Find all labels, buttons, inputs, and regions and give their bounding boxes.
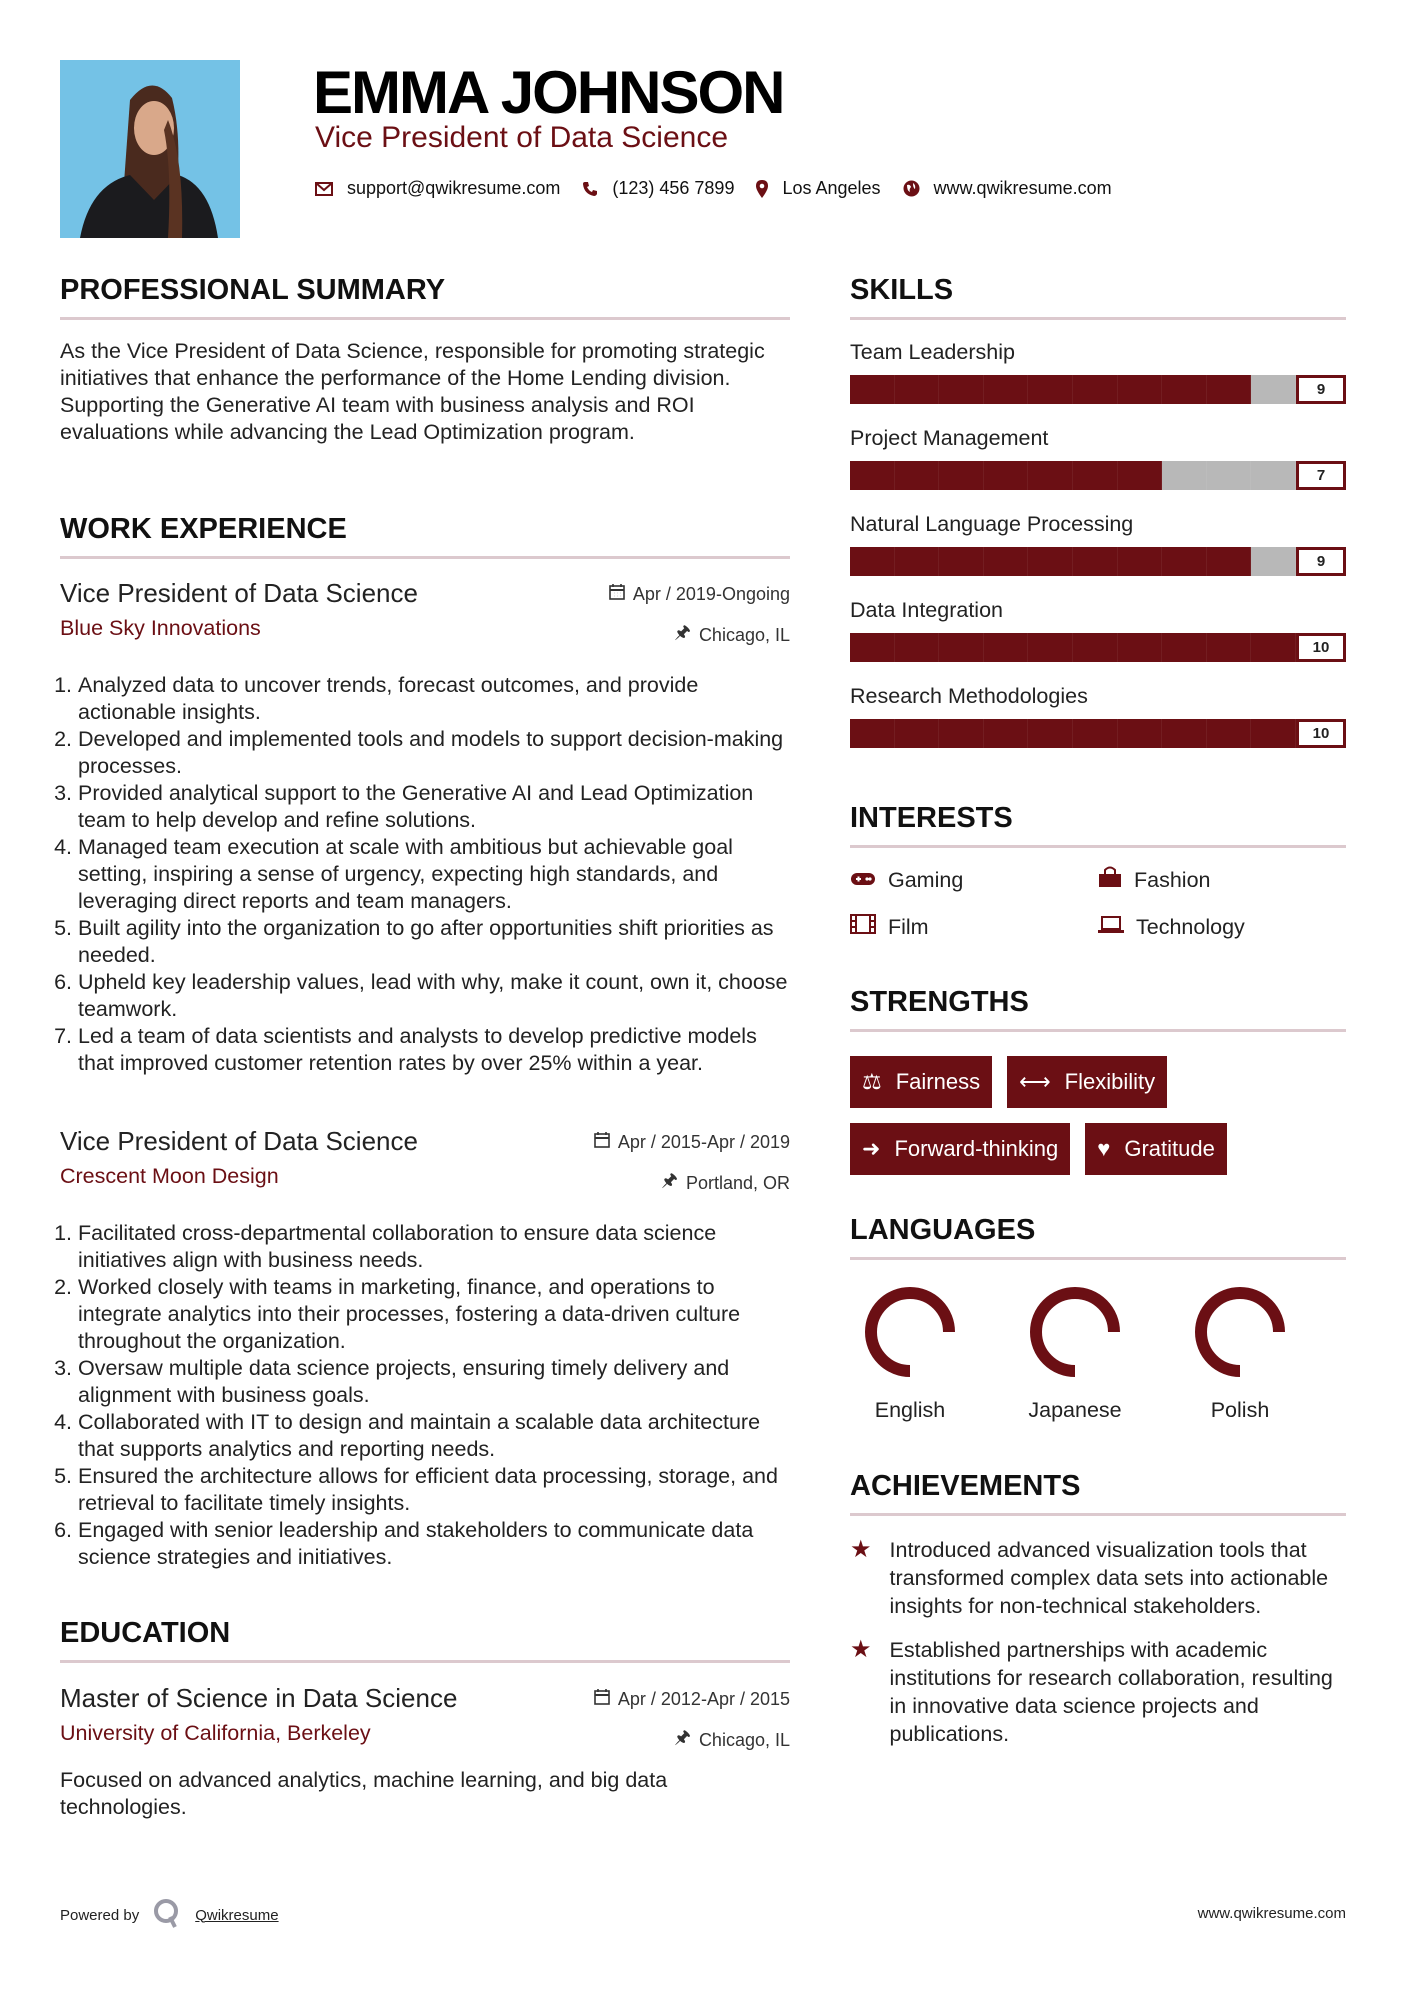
job-bullet: 6. Upheld key leadership values, lead with why, make it count, own it, choose teamwork. xyxy=(78,969,795,1023)
skill-bar-segment xyxy=(1207,461,1252,490)
skill-bar xyxy=(850,461,1346,490)
skill-item xyxy=(850,340,1346,404)
skill-bar-segment xyxy=(895,461,940,490)
job-bullets xyxy=(60,672,795,1077)
language-level-arc xyxy=(1036,1293,1114,1371)
job-bullet: 5. Built agility into the organization to go after opportunities shift priorities as needed. xyxy=(78,915,795,969)
skill-score: 7 xyxy=(1296,461,1346,490)
skill-item xyxy=(850,512,1346,576)
skill-label: Team Leadership xyxy=(850,340,1015,364)
pushpin-icon: 🖈 xyxy=(674,622,691,642)
skill-bar-segment xyxy=(939,719,984,748)
skill-bar-segment xyxy=(1073,719,1118,748)
skill-bar-segment xyxy=(1073,547,1118,576)
interest-label: Gaming xyxy=(888,867,964,892)
skill-score: 9 xyxy=(1296,375,1346,404)
languages-section xyxy=(850,1214,1346,1423)
powered-by-text: Powered by xyxy=(60,1906,140,1924)
skill-bar-segment xyxy=(1118,461,1163,490)
interest-item xyxy=(850,866,1098,894)
skill-bar-segment xyxy=(984,547,1029,576)
job-dates xyxy=(594,1132,790,1153)
skill-bar-segment xyxy=(1118,547,1163,576)
interest-item xyxy=(850,914,1098,940)
skill-label: Research Methodologies xyxy=(850,684,1088,708)
skill-bar-segment xyxy=(1207,719,1252,748)
interests-section xyxy=(850,802,1346,940)
summary-section xyxy=(60,274,790,446)
contact-website[interactable]: www.qwikresume.com xyxy=(933,178,1112,198)
skill-bar-segment xyxy=(939,547,984,576)
summary-heading: PROFESSIONAL SUMMARY xyxy=(60,274,790,320)
skill-label: Project Management xyxy=(850,426,1049,450)
job-dates-text: Apr / 2019-Ongoing xyxy=(632,584,790,604)
skill-bar-segment xyxy=(1251,719,1296,748)
balance-scale-icon: ⚖ xyxy=(862,1069,882,1094)
skill-bar xyxy=(850,547,1346,576)
interest-item xyxy=(1098,914,1346,940)
gamepad-icon xyxy=(850,868,876,893)
skill-bar-segment xyxy=(895,719,940,748)
skill-bar-segment xyxy=(1118,719,1163,748)
strength-tag xyxy=(1007,1056,1167,1108)
interest-label: Film xyxy=(888,914,929,939)
skills-section xyxy=(850,274,1346,748)
education-heading: EDUCATION xyxy=(60,1617,790,1663)
skill-label: Natural Language Processing xyxy=(850,512,1134,536)
skill-item xyxy=(850,684,1346,748)
shopping-bag-icon xyxy=(1098,866,1122,894)
skill-bar xyxy=(850,719,1346,748)
envelope-icon xyxy=(315,182,333,196)
strength-label: Gratitude xyxy=(1124,1136,1215,1161)
skill-bar-segment xyxy=(984,461,1029,490)
pushpin-icon: 🖈 xyxy=(661,1170,678,1190)
job-bullet: 4. Collaborated with IT to design and maintain a scalable data architecture that supports analytics and reporting needs. xyxy=(78,1409,795,1463)
skill-bar-segment xyxy=(1162,633,1207,662)
skill-bar-segment xyxy=(1028,461,1073,490)
skill-item xyxy=(850,598,1346,662)
skill-bar-segment xyxy=(1028,719,1073,748)
work-section xyxy=(60,513,790,559)
education-description: Focused on advanced analytics, machine learning, and big data technologies. xyxy=(60,1768,668,1819)
skill-bar-segment xyxy=(1028,633,1073,662)
language-ring xyxy=(1180,1286,1300,1378)
skill-bar-segment xyxy=(939,461,984,490)
skill-bar xyxy=(850,375,1346,404)
phone-icon xyxy=(582,181,598,197)
education-location xyxy=(674,1725,790,1755)
skill-bar-segment xyxy=(1207,375,1252,404)
interests-heading: INTERESTS xyxy=(850,802,1346,848)
job-entry xyxy=(60,1126,790,1571)
skill-bar-segment xyxy=(1162,461,1207,490)
job-bullet: 4. Managed team execution at scale with ambitious but achievable goal setting, inspiring a sense of urgency, expecting high standards, and leveraging direct reports and team managers. xyxy=(78,834,795,915)
job-bullet: 6. Engaged with senior leadership and stakeholders to communicate data science strategies and initiatives. xyxy=(78,1517,795,1571)
job-bullet: 3. Oversaw multiple data science projects, ensuring timely delivery and alignment with business goals. xyxy=(78,1355,795,1409)
skill-bar-segment xyxy=(984,633,1029,662)
skill-bar-segment xyxy=(850,461,895,490)
education-dates-text: Apr / 2012-Apr / 2015 xyxy=(617,1689,790,1709)
skill-score: 10 xyxy=(1296,633,1346,662)
job-title: Vice President of Data Science xyxy=(60,1126,418,1156)
skill-bar-segment xyxy=(895,375,940,404)
contact-phone: (123) 456 7899 xyxy=(612,178,735,198)
calendar-icon xyxy=(609,584,625,605)
strengths-section xyxy=(850,986,1346,1175)
skills-list xyxy=(850,340,1346,748)
degree-title: Master of Science in Data Science xyxy=(60,1683,458,1713)
skill-bar-segment xyxy=(850,719,895,748)
achievements-heading: ACHIEVEMENTS xyxy=(850,1470,1346,1516)
skill-bar-segment xyxy=(1118,375,1163,404)
language-name: English xyxy=(874,1398,946,1422)
language-item xyxy=(1180,1286,1300,1423)
skill-score: 10 xyxy=(1296,719,1346,748)
arrow-right-icon: ➜ xyxy=(862,1136,881,1161)
skill-bar-segment xyxy=(895,633,940,662)
interest-label: Technology xyxy=(1136,914,1245,939)
skill-bar-segment xyxy=(939,633,984,662)
skill-bar-segment xyxy=(1073,633,1118,662)
skill-bar-segment xyxy=(1251,547,1296,576)
school-name: University of California, Berkeley xyxy=(60,1721,371,1745)
job-dates-text: Apr / 2015-Apr / 2019 xyxy=(617,1132,790,1152)
skill-bar-segment xyxy=(1028,375,1073,404)
achievement-item xyxy=(850,1636,1346,1748)
map-pin-icon xyxy=(756,180,768,198)
job-bullets xyxy=(60,1220,795,1571)
language-item xyxy=(1015,1286,1135,1423)
education-section xyxy=(60,1617,790,1821)
job-bullet: 7. Led a team of data scientists and analysts to develop predictive models that improved customer retention rates by over 25% within a year. xyxy=(78,1023,795,1077)
skill-bar-segment xyxy=(1073,375,1118,404)
languages-list xyxy=(850,1286,1346,1423)
interest-label: Fashion xyxy=(1134,867,1211,892)
strength-tag xyxy=(850,1056,992,1108)
pushpin-icon: 🖈 xyxy=(674,1727,691,1747)
job-entry xyxy=(60,578,790,1077)
skill-bar-segment xyxy=(1251,461,1296,490)
skill-bar-segment xyxy=(1073,461,1118,490)
skills-heading: SKILLS xyxy=(850,274,1346,320)
skill-bar-segment xyxy=(1207,633,1252,662)
calendar-icon xyxy=(594,1132,610,1153)
skill-bar-segment xyxy=(1251,375,1296,404)
language-name: Polish xyxy=(1210,1398,1270,1422)
strength-label: Flexibility xyxy=(1064,1069,1156,1094)
contact-bar xyxy=(315,178,1134,199)
skill-label: Data Integration xyxy=(850,598,1003,622)
skill-bar-segment xyxy=(984,719,1029,748)
languages-heading: LANGUAGES xyxy=(850,1214,1346,1260)
job-bullet: 2. Worked closely with teams in marketing, finance, and operations to integrate analytics into their processes, fostering a data-driven culture throughout the organization. xyxy=(78,1274,795,1355)
heart-icon: ♥ xyxy=(1097,1136,1111,1161)
job-location-text: Chicago, IL xyxy=(698,624,790,645)
qwikresume-link[interactable]: Qwikresume xyxy=(195,1906,279,1924)
skill-bar-segment xyxy=(895,547,940,576)
education-dates xyxy=(594,1689,790,1710)
job-dates xyxy=(609,584,790,605)
achievement-text: Introduced advanced visualization tools that transformed complex data sets into actionable insights for non-technical stakeholders. xyxy=(889,1538,1329,1618)
job-company: Blue Sky Innovations xyxy=(60,616,261,640)
job-location-text: Portland, OR xyxy=(685,1172,790,1193)
star-trophy-icon: ★ xyxy=(850,1636,872,1663)
calendar-icon xyxy=(594,1689,610,1710)
skill-bar-segment xyxy=(1162,547,1207,576)
skill-bar-segment xyxy=(1118,633,1163,662)
work-heading: WORK EXPERIENCE xyxy=(60,513,790,559)
skill-bar-segment xyxy=(850,547,895,576)
language-ring xyxy=(850,1286,970,1378)
language-level-arc xyxy=(1201,1293,1279,1371)
education-location-text: Chicago, IL xyxy=(698,1729,790,1750)
interest-item xyxy=(1098,866,1346,894)
strength-tag xyxy=(850,1123,1070,1175)
achievement-text: Established partnerships with academic institutions for research collaboration, resulting in innovative data science projects and publications. xyxy=(889,1638,1333,1746)
job-location xyxy=(661,1168,790,1198)
job-location xyxy=(674,620,790,650)
strength-tag xyxy=(1085,1123,1227,1175)
skill-bar-segment xyxy=(1028,547,1073,576)
achievement-item xyxy=(850,1536,1346,1620)
footer-powered xyxy=(60,1898,279,1932)
job-bullet: 1. Facilitated cross-departmental collaboration to ensure data science initiatives align with business needs. xyxy=(78,1220,795,1274)
job-bullet: 3. Provided analytical support to the Generative AI and Lead Optimization team to help develop and refine solutions. xyxy=(78,780,795,834)
skill-bar-segment xyxy=(1162,375,1207,404)
film-icon xyxy=(850,914,876,940)
profile-photo xyxy=(60,60,240,238)
skill-bar-segment xyxy=(1162,719,1207,748)
laptop-icon xyxy=(1098,915,1124,940)
language-item xyxy=(850,1286,970,1423)
job-company: Crescent Moon Design xyxy=(60,1164,279,1188)
skill-bar-segment xyxy=(1207,547,1252,576)
globe-icon xyxy=(903,180,920,197)
job-title: Vice President of Data Science xyxy=(60,578,418,608)
skill-bar-segment xyxy=(1251,633,1296,662)
skill-bar-segment xyxy=(850,633,895,662)
contact-location: Los Angeles xyxy=(782,178,881,198)
achievements-section xyxy=(850,1470,1346,1748)
job-bullet: 5. Ensured the architecture allows for efficient data processing, storage, and retrieval to facilitate timely insights. xyxy=(78,1463,795,1517)
contact-email[interactable]: support@qwikresume.com xyxy=(347,178,561,198)
skill-bar xyxy=(850,633,1346,662)
strengths-heading: STRENGTHS xyxy=(850,986,1346,1032)
strength-label: Fairness xyxy=(895,1069,981,1094)
language-ring xyxy=(1015,1286,1135,1378)
job-bullet: 2. Developed and implemented tools and models to support decision-making processes. xyxy=(78,726,795,780)
job-bullet: 1. Analyzed data to uncover trends, forecast outcomes, and provide actionable insights. xyxy=(78,672,795,726)
star-trophy-icon: ★ xyxy=(850,1536,872,1563)
arrows-horizontal-icon: ⟷ xyxy=(1019,1069,1051,1094)
skill-bar-segment xyxy=(984,375,1029,404)
qwikresume-logo-icon xyxy=(153,1898,181,1932)
summary-text: As the Vice President of Data Science, responsible for promoting strategic initiatives that enhance the performance of the Home Lending division. Supporting the Generative AI team with business analysis and ROI evaluations while advancing the Lead Optimization program. xyxy=(60,339,765,444)
strength-label: Forward-thinking xyxy=(894,1136,1059,1161)
language-level-arc xyxy=(871,1293,949,1371)
skill-item xyxy=(850,426,1346,490)
language-name: Japanese xyxy=(1028,1398,1122,1422)
candidate-title: Vice President of Data Science xyxy=(315,121,729,154)
footer-website[interactable]: www.qwikresume.com xyxy=(1197,1905,1346,1922)
skill-bar-segment xyxy=(850,375,895,404)
candidate-name: EMMA JOHNSON xyxy=(313,59,784,126)
skill-score: 9 xyxy=(1296,547,1346,576)
skill-bar-segment xyxy=(939,375,984,404)
